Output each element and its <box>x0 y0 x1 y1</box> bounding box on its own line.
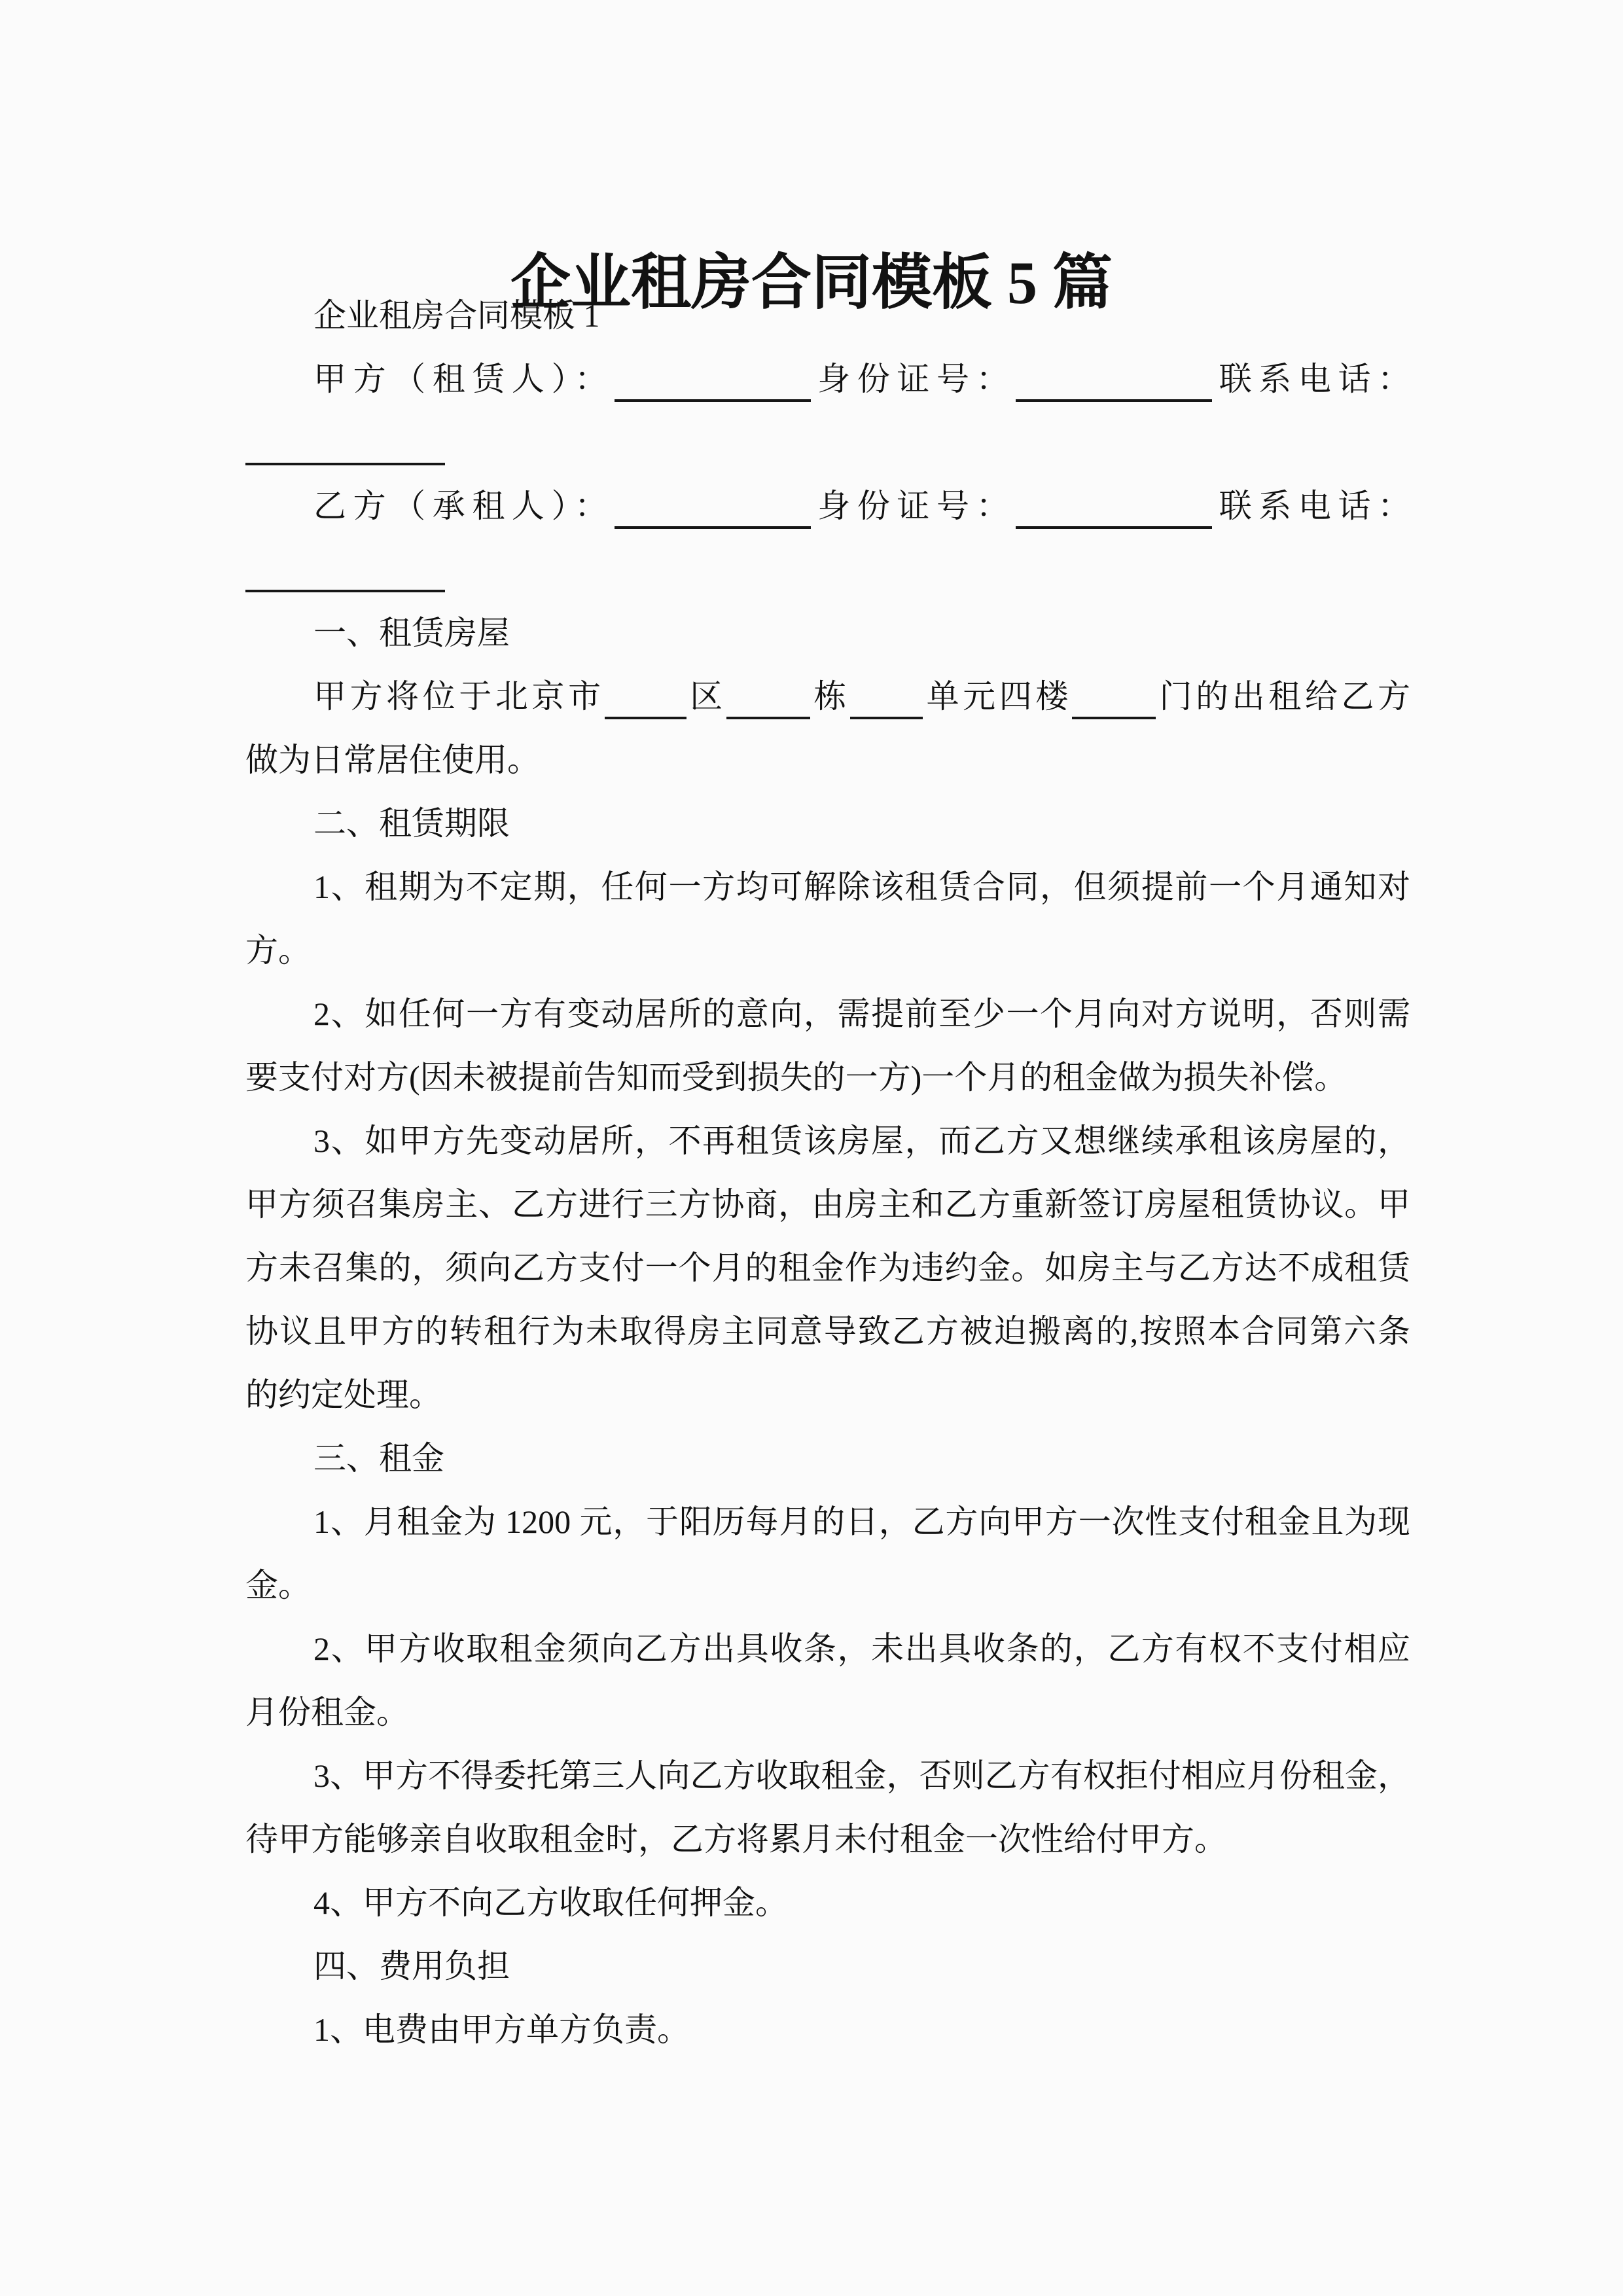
blank-underline <box>850 697 923 719</box>
document-line <box>245 728 1410 792</box>
line-text: 区 <box>686 678 726 715</box>
line-text: 的约定处理。 <box>245 1376 442 1413</box>
line-text: 二、租赁期限 <box>313 805 510 842</box>
blank-underline <box>1016 507 1212 529</box>
line-text: 4、甲方不向乙方收取任何押金。 <box>313 1884 788 1921</box>
line-text: 乙方（承租人）： <box>313 488 615 524</box>
line-text: 协议且甲方的转租行为未取得房主同意导致乙方被迫搬离的,按照本合同第六条 <box>245 1313 1410 1350</box>
line-text: 要支付对方(因未被提前告知而受到损失的一方)一个月的租金做为损失补偿。 <box>245 1059 1347 1096</box>
blank-underline <box>615 380 811 402</box>
document-line <box>245 1617 1410 1681</box>
document-line <box>245 919 1410 982</box>
line-text: 2、如任何一方有变动居所的意向，需提前至少一个月向对方说明，否则需 <box>313 996 1410 1032</box>
blank-underline <box>726 697 810 719</box>
line-text: 单元四楼 <box>923 678 1072 715</box>
document-line <box>245 601 1410 665</box>
document-line <box>245 982 1410 1046</box>
line-text: 月份租金。 <box>245 1694 409 1731</box>
line-text: 方。 <box>245 932 311 969</box>
line-text: 做为日常居住使用。 <box>245 742 540 778</box>
document-line <box>245 1300 1410 1363</box>
blank-underline <box>1016 380 1212 402</box>
document-title: 企业租房合同模板 5 篇 <box>510 249 1113 316</box>
line-text: 3、如甲方先变动居所，不再租赁该房屋，而乙方又想继续承租该房屋的， <box>313 1122 1410 1159</box>
document-line <box>245 1935 1410 1998</box>
line-text: 待甲方能够亲自收取租金时，乙方将累月未付租金一次性给付甲方。 <box>245 1821 1227 1857</box>
document-line <box>245 1109 1410 1173</box>
document-line <box>245 1871 1410 1935</box>
line-text: 身份证号： <box>810 488 1016 524</box>
blank-underline <box>1072 697 1156 719</box>
document-line <box>245 792 1410 855</box>
document-line <box>245 1808 1410 1871</box>
document-line <box>245 348 1410 411</box>
line-text: 企业租房合同模板 1 <box>313 297 600 334</box>
line-text: 甲方（租赁人）： <box>313 361 615 397</box>
line-text: 联系电话： <box>1212 361 1410 397</box>
document-line <box>245 1046 1410 1109</box>
document-body <box>245 284 1410 2062</box>
line-text: 2、甲方收取租金须向乙方出具收条，未出具收条的，乙方有权不支付相应 <box>313 1630 1410 1667</box>
line-text: 门的出租给乙方 <box>1155 678 1410 715</box>
document-line <box>245 1427 1410 1490</box>
document-line <box>245 1236 1410 1300</box>
document-line <box>245 855 1410 919</box>
line-text: 金。 <box>245 1567 311 1604</box>
blank-underline <box>615 507 811 529</box>
document-line <box>245 665 1410 728</box>
document-line <box>245 1490 1410 1554</box>
line-text: 甲方须召集房主、乙方进行三方协商，由房主和乙方重新签订房屋租赁协议。甲 <box>245 1186 1410 1223</box>
document-line <box>245 1363 1410 1427</box>
line-text: 甲方将位于北京市 <box>313 678 605 715</box>
line-text: 三、租金 <box>313 1440 444 1477</box>
blank-underline <box>245 570 445 592</box>
document-line <box>245 538 1410 601</box>
line-text: 一、租赁房屋 <box>313 615 510 651</box>
line-text: 身份证号： <box>810 361 1016 397</box>
line-text: 栋 <box>810 678 851 715</box>
document-line <box>245 475 1410 538</box>
blank-underline <box>245 443 445 465</box>
line-text: 四、费用负担 <box>313 1948 510 1984</box>
document-line <box>245 411 1410 475</box>
document-line <box>245 1173 1410 1236</box>
line-text: 1、租期为不定期，任何一方均可解除该租赁合同，但须提前一个月通知对 <box>313 869 1410 905</box>
line-text: 方未召集的，须向乙方支付一个月的租金作为违约金。如房主与乙方达不成租赁 <box>245 1249 1410 1286</box>
line-text: 3、甲方不得委托第三人向乙方收取租金，否则乙方有权拒付相应月份租金， <box>313 1757 1410 1794</box>
document-line <box>245 1744 1410 1808</box>
document-line <box>245 1554 1410 1617</box>
document-line <box>245 284 1410 348</box>
document-line <box>245 1681 1410 1744</box>
line-text: 1、月租金为 1200 元，于阳历每月的日，乙方向甲方一次性支付租金且为现 <box>313 1503 1410 1540</box>
document-line <box>245 1998 1410 2062</box>
blank-underline <box>605 697 687 719</box>
line-text: 1、电费由甲方单方负责。 <box>313 2011 690 2048</box>
line-text: 联系电话： <box>1212 488 1410 524</box>
